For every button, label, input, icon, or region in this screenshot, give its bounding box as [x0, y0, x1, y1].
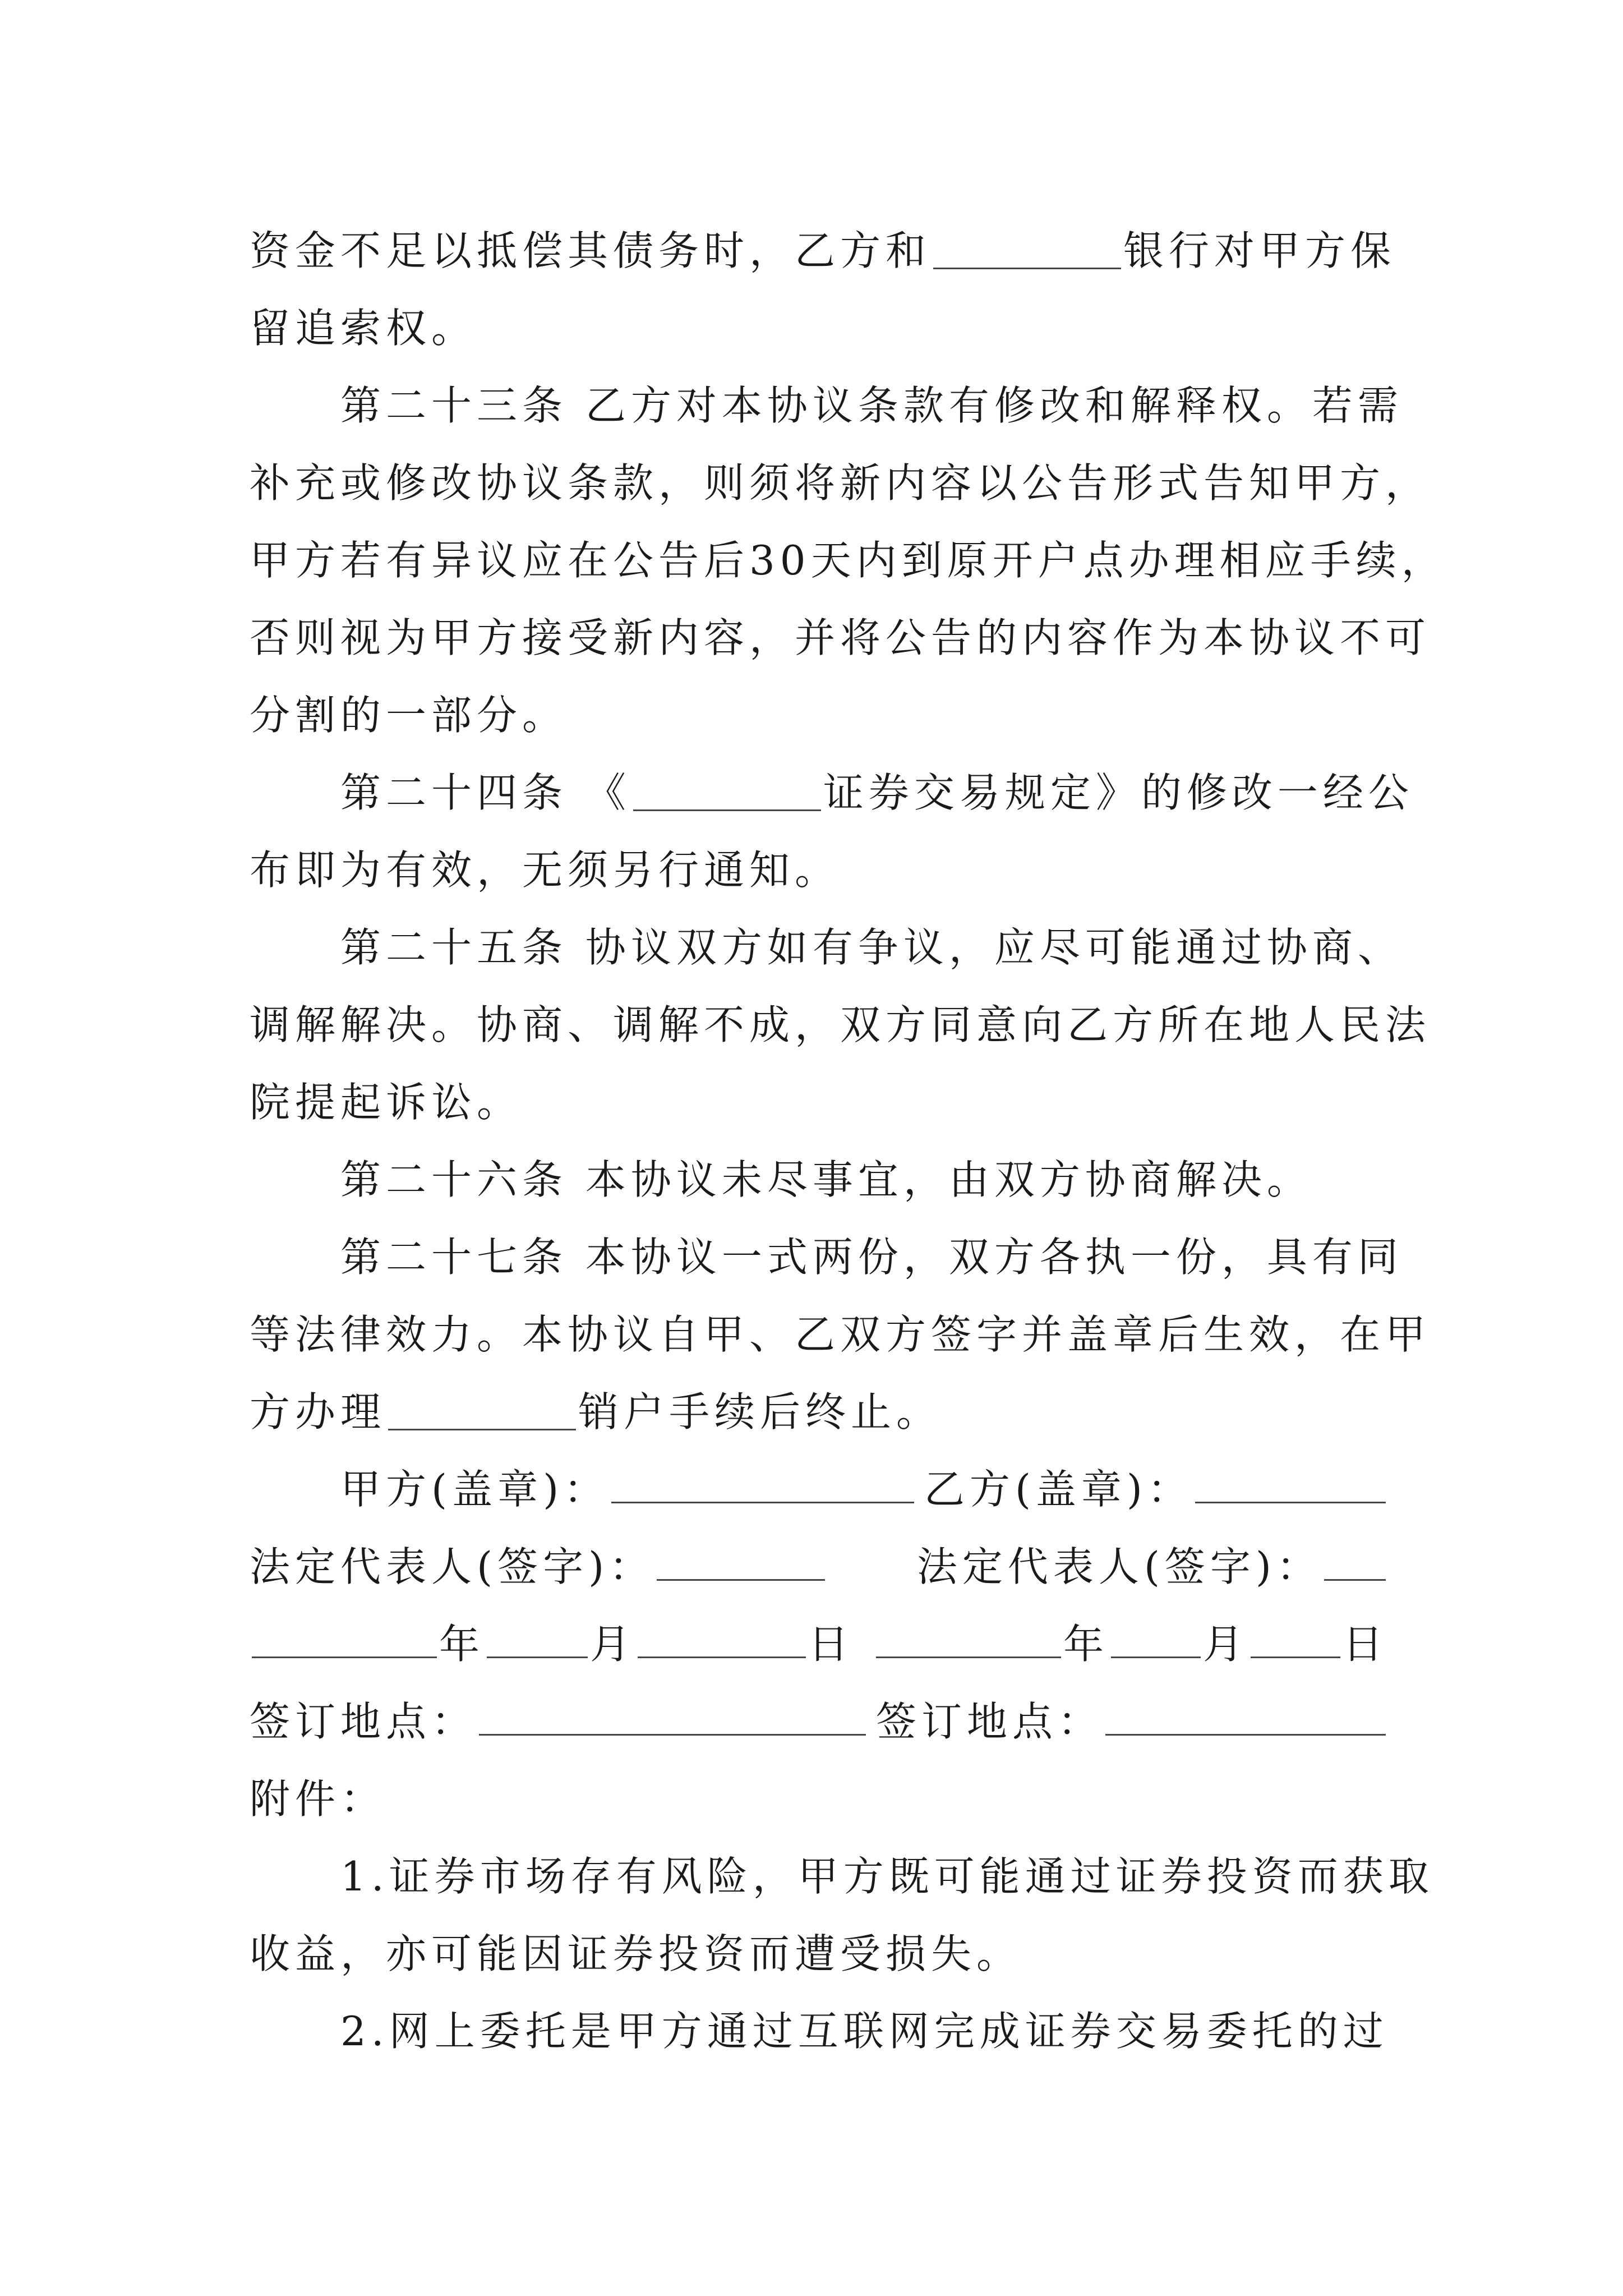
attachment-section — [250, 1760, 1434, 2070]
fill-blank-regulation[interactable] — [633, 769, 821, 811]
article-23 — [250, 367, 1447, 754]
text-line: 第二十五条 协议双方如有争议，应尽可能通过协商、 — [340, 924, 1403, 971]
text-segment: 方办理 — [250, 1388, 386, 1435]
party-b-seal-blank[interactable] — [1195, 1461, 1386, 1503]
text-line: 2.网上委托是甲方通过互联网完成证券交易委托的过 — [340, 2008, 1389, 2055]
party-a-rep-blank[interactable] — [657, 1539, 825, 1581]
signature-seal-row — [250, 1451, 1388, 1528]
party-a-place-label: 签订地点： — [250, 1698, 477, 1745]
party-a-year-blank[interactable] — [252, 1616, 437, 1658]
party-b-date — [874, 1605, 1388, 1683]
party-a-place — [250, 1683, 868, 1760]
article-26 — [250, 1141, 1388, 1218]
signature-place-row — [250, 1683, 1388, 1760]
text-line: 第二十三条 乙方对本协议条款有修改和解释权。若需 — [340, 382, 1403, 429]
day-label: 日 — [808, 1621, 854, 1668]
party-b-rep-blank[interactable] — [1324, 1539, 1386, 1581]
party-a-seal-blank[interactable] — [611, 1461, 914, 1503]
fill-blank-account[interactable] — [388, 1388, 576, 1430]
party-b-place-blank[interactable] — [1105, 1694, 1386, 1736]
attachment-heading: 附件： — [250, 1775, 386, 1823]
party-b-day-blank[interactable] — [1251, 1616, 1340, 1658]
year-label: 年 — [439, 1621, 485, 1668]
text-line: 院提起诉讼。 — [250, 1079, 523, 1126]
month-label: 月 — [590, 1621, 636, 1668]
article-27 — [250, 1218, 1431, 1451]
party-b-seal — [924, 1451, 1388, 1528]
day-label: 日 — [1342, 1621, 1388, 1668]
contract-text — [250, 212, 1447, 2070]
text-line: 留追索权。 — [250, 305, 477, 352]
signature-rep-row — [250, 1528, 1388, 1605]
paragraph-recourse — [250, 212, 1396, 367]
text-line — [250, 754, 1414, 831]
text-line: 补充或修改协议条款，则须将新内容以公告形式告知甲方， — [250, 459, 1431, 507]
party-a-month-blank[interactable] — [487, 1616, 588, 1658]
party-b-year-blank[interactable] — [876, 1616, 1061, 1658]
party-a-date — [250, 1605, 854, 1683]
party-b-rep-label: 法定代表人(签字)： — [916, 1543, 1322, 1590]
text-line — [250, 212, 1396, 289]
signature-date-row — [250, 1605, 1388, 1683]
text-line: 第二十六条 本协议未尽事宜，由双方协商解决。 — [340, 1156, 1312, 1203]
party-a-seal — [340, 1451, 916, 1528]
party-b-place-label: 签订地点： — [875, 1698, 1103, 1745]
month-label: 月 — [1202, 1621, 1248, 1668]
text-segment: 资金不足以抵偿其债务时，乙方和 — [250, 227, 932, 274]
party-b-month-blank[interactable] — [1111, 1616, 1201, 1658]
party-a-rep-label: 法定代表人(签字)： — [250, 1543, 655, 1590]
text-line: 1.证券市场存有风险，甲方既可能通过证券投资而获取 — [340, 1853, 1434, 1900]
party-a-rep — [250, 1528, 827, 1605]
text-line: 布即为有效，无须另行通知。 — [250, 846, 841, 894]
year-label: 年 — [1063, 1621, 1109, 1668]
party-a-place-blank[interactable] — [479, 1694, 866, 1736]
article-25 — [250, 909, 1431, 1141]
text-line: 分割的一部分。 — [250, 692, 568, 739]
text-line: 第二十七条 本协议一式两份，双方各执一份，具有同 — [340, 1234, 1403, 1281]
text-line — [250, 1373, 1388, 1451]
text-segment: 第二十四条 《 — [340, 769, 631, 816]
text-line: 收益，亦可能因证券投资而遭受损失。 — [250, 1930, 1022, 1977]
text-segment: 销户手续后终止。 — [578, 1388, 942, 1435]
party-b-rep — [917, 1528, 1388, 1605]
party-b-seal-label: 乙方(盖章)： — [924, 1466, 1193, 1513]
party-b-place — [876, 1683, 1388, 1760]
text-line: 否则视为甲方接受新内容，并将公告的内容作为本协议不可 — [250, 614, 1431, 661]
text-line: 甲方若有异议应在公告后30天内到原开户点办理相应手续， — [250, 537, 1447, 584]
text-segment: 证券交易规定》的修改一经公 — [823, 769, 1414, 816]
party-a-seal-label: 甲方(盖章)： — [340, 1466, 610, 1513]
text-line: 等法律效力。本协议自甲、乙双方签字并盖章后生效，在甲 — [250, 1311, 1431, 1358]
article-24 — [250, 754, 1414, 909]
fill-blank-bank[interactable] — [933, 227, 1121, 269]
party-a-day-blank[interactable] — [638, 1616, 806, 1658]
text-line: 调解解决。协商、调解不成，双方同意向乙方所在地人民法 — [250, 1001, 1431, 1048]
text-segment: 银行对甲方保 — [1123, 227, 1396, 274]
